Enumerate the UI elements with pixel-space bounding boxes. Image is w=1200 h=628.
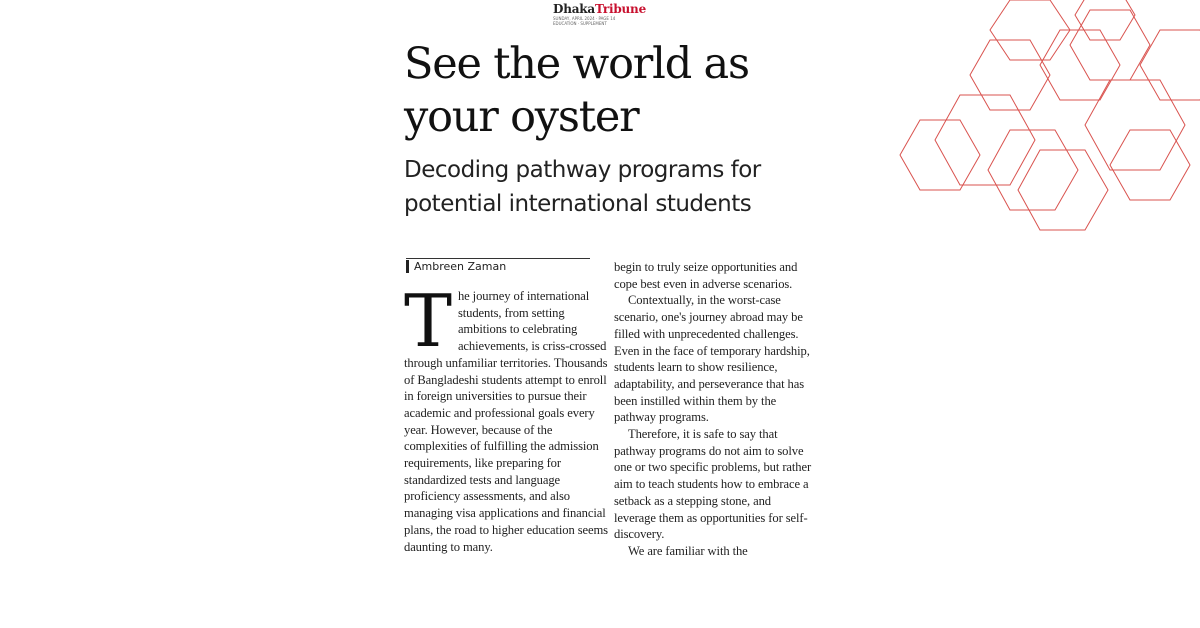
article-column-1 xyxy=(404,279,609,555)
byline-rule xyxy=(406,258,590,259)
paragraph-text: he journey of international students, from setting ambitions to celebrating achievements, is criss-crossed through unfamiliar territories. Thousands of Bangladeshi students attempt to enroll in foreign universities to pursue their academic and professional goals every year. However, because of the complexities of fulfilling the admission requirements, like preparing for standardized tests and language proficiency assessments, and also managing visa applications and financial plans, the road to higher education seems daunting to many. xyxy=(404,289,608,554)
subhead-line-1: Decoding pathway programs for xyxy=(404,157,761,183)
logo-dhaka: Dhaka xyxy=(553,2,595,16)
logo-tribune: Tribune xyxy=(595,2,647,16)
subhead-line-2: potential international students xyxy=(404,191,752,217)
masthead-meta-line: EDUCATION · SUPPLEMENT xyxy=(553,21,607,26)
hexagon-pattern-decoration xyxy=(860,0,1200,260)
dhaka-tribune-logo xyxy=(553,2,646,16)
drop-cap: T xyxy=(404,279,452,363)
article-column-2 xyxy=(614,259,814,560)
article-paragraph: begin to truly seize opportunities and cope best even in adverse scenarios. xyxy=(614,260,798,291)
masthead xyxy=(553,2,646,26)
article-paragraph: We are familiar with the xyxy=(628,543,748,558)
article-paragraph xyxy=(404,279,609,555)
article-paragraph: Contextually, in the worst-case scenario, one's journey abroad may be filled with unprecedented challenges. Even in the face of temporary hardship, students learn to show resilience, adaptability, and perseverance that has been instilled within them by the pathway programs. xyxy=(614,293,810,425)
article-subhead xyxy=(404,153,824,221)
byline: Ambreen Zaman xyxy=(406,260,506,273)
masthead-meta xyxy=(553,16,623,26)
headline-line-2: your oyster xyxy=(404,92,639,142)
article-paragraph: Therefore, it is safe to say that pathway programs do not aim to solve one or two specific problems, but rather aim to teach students how to embrace a setback as a stepping stone, and leverage them as opportunities for self-discovery. xyxy=(614,427,812,542)
masthead-meta-line: SUNDAY, APRIL 2024 · PAGE 14 xyxy=(553,16,616,21)
headline-line-1: See the world as xyxy=(404,39,749,89)
article-headline xyxy=(404,38,824,144)
